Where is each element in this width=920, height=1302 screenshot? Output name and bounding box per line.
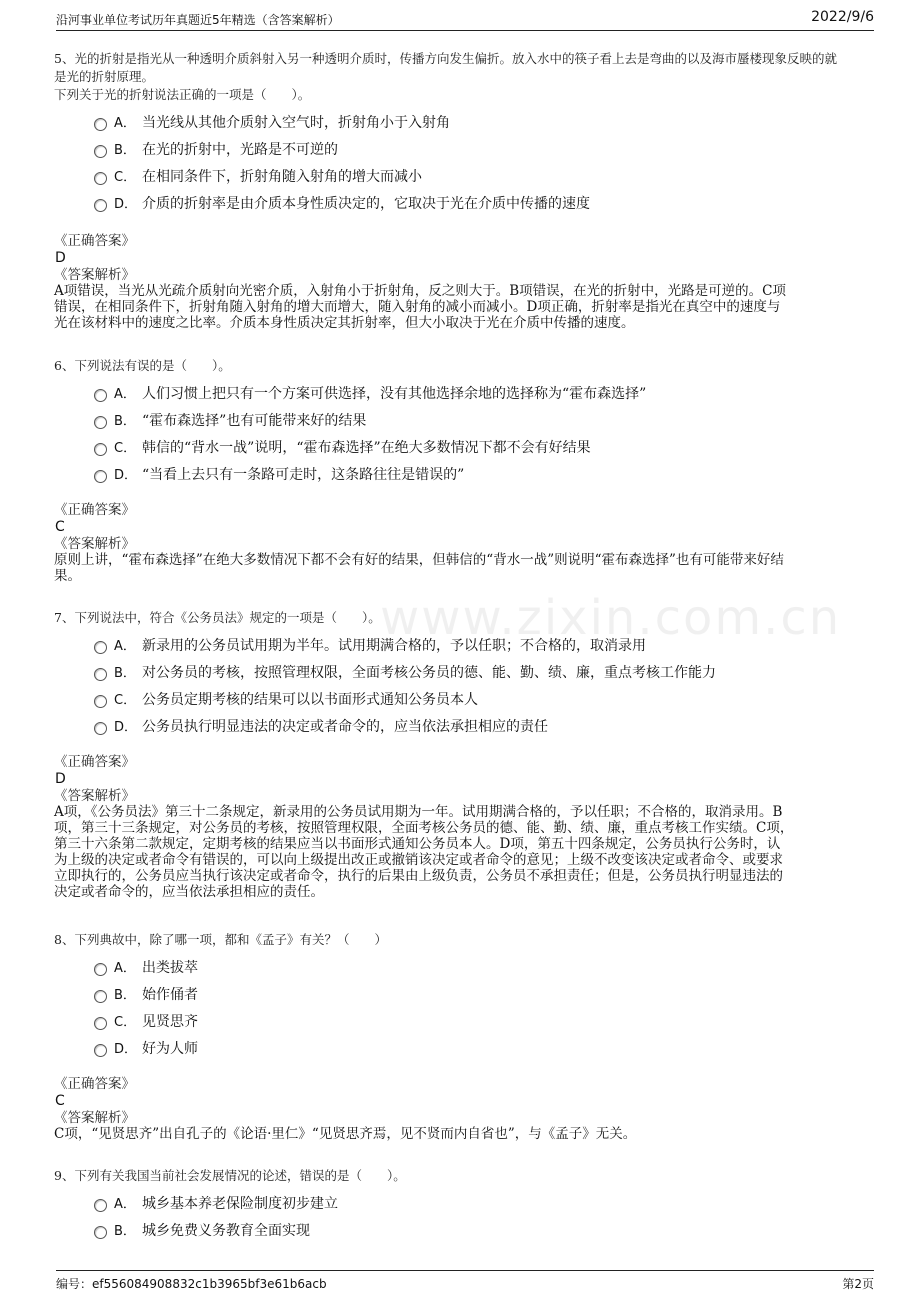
option-letter: B．: [114, 414, 136, 429]
option-c[interactable]: [54, 687, 866, 714]
explanation-line: C项，“见贤思齐”出自孔子的《论语·里仁》“见贤思齐焉，见不贤而内自省也”，与《孟子》无关。: [54, 1126, 637, 1142]
option-text: 好为人师: [142, 1041, 198, 1057]
option-text: 公务员执行明显违法的决定或者命令的，应当依法承担相应的责任: [142, 719, 548, 735]
option-text: 新录用的公务员试用期为半年。试用期满合格的，予以任职；不合格的，取消录用: [142, 638, 646, 654]
radio-button[interactable]: [94, 172, 107, 185]
option-c[interactable]: [54, 1009, 866, 1036]
option-a[interactable]: [54, 633, 866, 660]
option-d[interactable]: [54, 191, 866, 218]
option-a[interactable]: [54, 1191, 866, 1218]
question-6: [54, 357, 866, 489]
explanation-line: 错误，在相同条件下，折射角随入射角的增大而增大，随入射角的减小而减小。D项正确，折射率是指光在真空中的速度与: [54, 299, 781, 315]
option-text: 在光的折射中，光路是不可逆的: [142, 142, 338, 158]
option-a[interactable]: [54, 381, 866, 408]
option-letter: B．: [114, 988, 136, 1003]
correct-answer-label: 《正确答案》: [54, 754, 135, 770]
explanation-line: 光在该材料中的速度之比率。介质本身性质决定其折射率，但大小取决于光在介质中传播的速度。: [54, 315, 635, 331]
option-text: 始作俑者: [142, 987, 198, 1003]
correct-answer-label: 《正确答案》: [54, 233, 135, 249]
option-b[interactable]: [54, 982, 866, 1009]
radio-button[interactable]: [94, 389, 107, 402]
explanation-line: A项，《公务员法》第三十二条规定，新录用的公务员试用期为一年。试用期满合格的，予以任职；不合格的，取消录用。B: [54, 804, 783, 820]
page-footer: [56, 1270, 874, 1295]
option-d[interactable]: [54, 462, 866, 489]
radio-button[interactable]: [94, 963, 107, 976]
option-letter: A．: [114, 1197, 136, 1212]
explanation-line: 原则上讲，“霍布森选择”在绝大多数情况下都不会有好的结果，但韩信的“背水一战”则说明“霍布森选择”也有可能带来好结: [54, 552, 784, 568]
option-letter: C．: [114, 170, 137, 185]
question-7: [54, 609, 866, 741]
option-a[interactable]: [54, 955, 866, 982]
question-stem-line: 5、光的折射是指光从一种透明介质斜射入另一种透明介质时，传播方向发生偏折。放入水中的筷子看上去是弯曲的以及海市蜃楼现象反映的就: [54, 51, 837, 66]
option-letter: A．: [114, 116, 136, 131]
option-letter: A．: [114, 961, 136, 976]
correct-answer: C: [55, 519, 65, 535]
radio-button[interactable]: [94, 199, 107, 212]
option-letter: C．: [114, 693, 137, 708]
option-text: 当光线从其他介质射入空气时，折射角小于入射角: [142, 115, 450, 131]
radio-button[interactable]: [94, 1226, 107, 1239]
radio-button[interactable]: [94, 145, 107, 158]
option-d[interactable]: [54, 1036, 866, 1063]
option-letter: D．: [114, 720, 138, 735]
option-list: [54, 110, 866, 218]
option-b[interactable]: [54, 408, 866, 435]
option-letter: A．: [114, 387, 136, 402]
option-b[interactable]: [54, 137, 866, 164]
option-list: [54, 633, 866, 741]
option-letter: A．: [114, 639, 136, 654]
radio-button[interactable]: [94, 1017, 107, 1030]
option-letter: B．: [114, 666, 136, 681]
explanation-line: 项，第三十三条规定，对公务员的考核，按照管理权限，全面考核公务员的德、能、勤、绩、廉，重点考核工作实绩。C项，: [54, 820, 794, 836]
explanation-line: A项错误，当光从光疏介质射向光密介质，入射角小于折射角，反之则大于。B项错误，在光的折射中，光路是可逆的。C项: [54, 283, 786, 299]
option-list: [54, 955, 866, 1063]
option-text: “霍布森选择”也有可能带来好的结果: [142, 413, 367, 429]
option-list: [54, 381, 866, 489]
analysis-label: 《答案解析》: [54, 536, 135, 552]
option-letter: B．: [114, 1224, 136, 1239]
correct-answer: C: [55, 1093, 65, 1109]
option-text: 出类拔萃: [142, 960, 198, 976]
analysis-label: 《答案解析》: [54, 1110, 135, 1126]
option-text: 介质的折射率是由介质本身性质决定的，它取决于光在介质中传播的速度: [142, 196, 590, 212]
watermark: www.zixin.com.cn: [380, 590, 842, 646]
option-b[interactable]: [54, 1218, 866, 1245]
option-text: 韩信的“背水一战”说明，“霍布森选择”在绝大多数情况下都不会有好结果: [142, 440, 591, 456]
document-code: 编号：ef556084908832c1b3965bf3e61b6acb: [56, 1277, 327, 1291]
radio-button[interactable]: [94, 416, 107, 429]
analysis-label: 《答案解析》: [54, 788, 135, 804]
radio-button[interactable]: [94, 641, 107, 654]
option-text: 城乡免费义务教育全面实现: [142, 1223, 310, 1239]
option-text: 人们习惯上把只有一个方案可供选择，没有其他选择余地的选择称为“霍布森选择”: [142, 386, 647, 402]
option-d[interactable]: [54, 714, 866, 741]
option-text: “当看上去只有一条路可走时，这条路往往是错误的”: [142, 467, 465, 483]
question-stem-line: 下列关于光的折射说法正确的一项是（ ）。: [54, 87, 311, 102]
question-9: [54, 1167, 866, 1245]
explanation-line: 立即执行的，公务员应当执行该决定或者命令，执行的后果由上级负责，公务员不承担责任；但是，公务员执行明显违法的: [54, 868, 783, 884]
option-c[interactable]: [54, 164, 866, 191]
answer-block-7: [54, 754, 866, 900]
radio-button[interactable]: [94, 695, 107, 708]
radio-button[interactable]: [94, 990, 107, 1003]
radio-button[interactable]: [94, 470, 107, 483]
explanation-line: 决定或者命令的，应当依法承担相应的责任。: [54, 884, 324, 900]
answer-block-5: [54, 233, 866, 331]
document-date: 2022/9/6: [811, 9, 874, 25]
correct-answer-label: 《正确答案》: [54, 502, 135, 518]
option-letter: B．: [114, 143, 136, 158]
option-c[interactable]: [54, 435, 866, 462]
option-letter: C．: [114, 1015, 137, 1030]
radio-button[interactable]: [94, 1199, 107, 1212]
question-stem-line: 7、下列说法中，符合《公务员法》规定的一项是（ ）。: [54, 610, 381, 625]
question-5: [54, 50, 866, 218]
option-list: [54, 1191, 866, 1245]
correct-answer: D: [55, 250, 66, 266]
radio-button[interactable]: [94, 1044, 107, 1057]
correct-answer: D: [55, 771, 66, 787]
option-text: 在相同条件下，折射角随入射角的增大而减小: [142, 169, 422, 185]
option-letter: D．: [114, 468, 138, 483]
question-stem-line: 是光的折射原理。: [54, 69, 155, 84]
correct-answer-label: 《正确答案》: [54, 1076, 135, 1092]
question-stem-line: 8、下列典故中，除了哪一项，都和《孟子》有关？（ ）: [54, 932, 387, 947]
analysis-label: 《答案解析》: [54, 267, 135, 283]
option-text: 城乡基本养老保险制度初步建立: [142, 1196, 338, 1212]
radio-button[interactable]: [94, 668, 107, 681]
option-text: 对公务员的考核，按照管理权限，全面考核公务员的德、能、勤、绩、廉，重点考核工作能力: [142, 665, 716, 681]
document-title: 沿河事业单位考试历年真题近5年精选（含答案解析）: [56, 13, 340, 27]
option-a[interactable]: [54, 110, 866, 137]
option-b[interactable]: [54, 660, 866, 687]
page-number: 第2页: [842, 1277, 874, 1291]
explanation-line: 为上级的决定或者命令有错误的，可以向上级提出改正或撤销该决定或者命令的意见；上级不改变该决定或者命令、或要求: [54, 852, 783, 868]
radio-button[interactable]: [94, 118, 107, 131]
answer-block-6: [54, 502, 866, 584]
option-letter: D．: [114, 1042, 138, 1057]
radio-button[interactable]: [94, 443, 107, 456]
radio-button[interactable]: [94, 722, 107, 735]
option-letter: D．: [114, 197, 138, 212]
question-stem-line: 9、下列有关我国当前社会发展情况的论述，错误的是（ ）。: [54, 1168, 406, 1183]
option-letter: C．: [114, 441, 137, 456]
explanation-line: 果。: [54, 568, 81, 584]
option-text: 见贤思齐: [142, 1014, 198, 1030]
page-header: [56, 8, 874, 31]
explanation-line: 第三十六条第二款规定，定期考核的结果应当以书面形式通知公务员本人。D项，第五十四条规定，公务员执行公务时，认: [54, 836, 781, 852]
question-8: [54, 931, 866, 1063]
question-stem-line: 6、下列说法有误的是（ ）。: [54, 358, 231, 373]
option-text: 公务员定期考核的结果可以以书面形式通知公务员本人: [142, 692, 478, 708]
answer-block-8: [54, 1076, 866, 1142]
